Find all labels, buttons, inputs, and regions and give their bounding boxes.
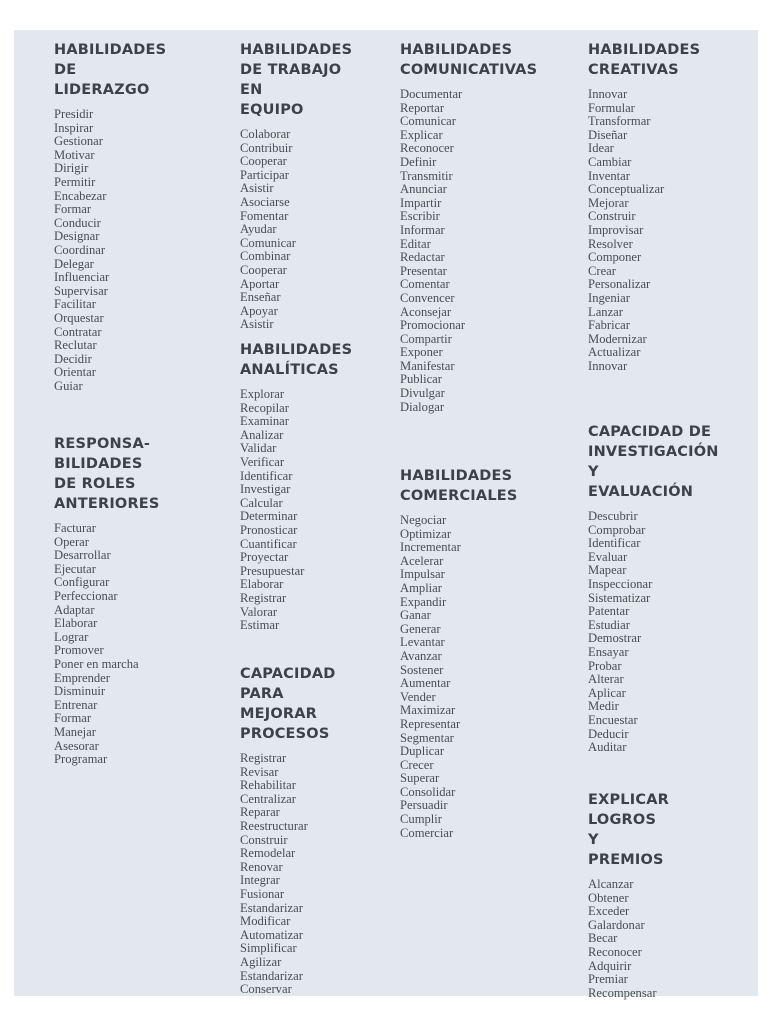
list-item: Simplificar (240, 941, 297, 956)
verb-list (54, 522, 160, 767)
list-item: Demostrar (588, 631, 642, 646)
list-item: Analizar (240, 427, 284, 442)
list-item: Compartir (400, 331, 452, 346)
list-item: Conceptualizar (588, 182, 665, 197)
list-item: Superar (400, 771, 440, 786)
skills-sheet (14, 30, 758, 1000)
section-commercial-skills (400, 466, 518, 840)
list-item: Comunicar (400, 114, 456, 129)
list-item: Aplicar (588, 685, 626, 700)
list-item: Becar (588, 931, 618, 946)
list-item: Manejar (54, 724, 96, 739)
list-item: Motivar (54, 147, 95, 162)
list-item: Auditar (588, 740, 627, 755)
list-item: Modificar (240, 914, 291, 929)
list-item: Ingeniar (588, 290, 630, 305)
section-previous-responsibilities (54, 434, 160, 767)
section-leadership-skills (54, 40, 166, 393)
list-item: Obtener (588, 890, 629, 905)
list-item: Exponer (400, 345, 443, 360)
list-item: Probar (588, 658, 622, 673)
list-item: Optimizar (400, 526, 452, 541)
list-item: Enseñar (240, 290, 281, 305)
list-item: Cuantificar (240, 536, 297, 551)
section-title: RESPONSA- BILIDADES DE ROLES ANTERIORES (54, 436, 160, 512)
list-item: Conducir (54, 215, 101, 230)
list-item: Integrar (240, 873, 280, 888)
list-item: Lograr (54, 629, 89, 644)
list-item: Alterar (588, 672, 624, 687)
list-item: Innovar (588, 358, 628, 373)
list-item: Verificar (240, 454, 285, 469)
list-item: Adquirir (588, 958, 632, 973)
section-title: HABILIDADES ANALÍTICAS (240, 342, 353, 378)
list-item: Patentar (588, 604, 630, 619)
section-achievements-awards (588, 790, 669, 1000)
section-title: CAPACIDAD PARA MEJORAR PROCESOS (240, 666, 336, 742)
list-item: Comprobar (588, 522, 646, 537)
list-item: Comentar (400, 277, 450, 292)
list-item: Impulsar (400, 567, 445, 582)
list-item: Definir (400, 154, 437, 169)
section-title: CAPACIDAD DE INVESTIGACIÓN Y EVALUACIÓN (588, 424, 719, 500)
list-item: Sistematizar (588, 590, 651, 605)
list-item: Transformar (588, 114, 651, 129)
list-item: Estimar (240, 618, 280, 633)
list-item: Fomentar (240, 208, 289, 223)
list-item: Idear (588, 141, 614, 156)
list-item: Generar (400, 621, 441, 636)
list-item: Perfeccionar (54, 588, 118, 603)
list-item: Inventar (588, 168, 630, 183)
list-item: Disminuir (54, 684, 106, 699)
verb-list (240, 388, 352, 633)
list-item: Remodelar (240, 846, 296, 861)
list-item: Crear (588, 263, 616, 278)
list-item: Colaborar (240, 127, 291, 141)
list-item: Ganar (400, 608, 431, 623)
list-item: Sostener (400, 662, 444, 677)
list-item: Levantar (400, 635, 445, 650)
list-item: Permitir (54, 174, 96, 189)
list-item: Conservar (240, 982, 292, 997)
section-title: HABILIDADES CREATIVAS (588, 42, 701, 78)
list-item: Maximizar (400, 703, 456, 718)
list-item: Registrar (240, 751, 287, 765)
list-item: Combinar (240, 249, 291, 264)
list-item: Registrar (240, 590, 287, 605)
list-item: Cooperar (240, 154, 287, 169)
list-item: Anunciar (400, 182, 447, 197)
list-item: Documentar (400, 87, 463, 101)
list-item: Ampliar (400, 580, 442, 595)
list-item: Rehabilitar (240, 778, 296, 793)
list-item: Estudiar (588, 617, 630, 632)
list-item: Transmitir (400, 168, 453, 183)
list-item: Cumplir (400, 812, 442, 827)
verb-list (240, 752, 336, 997)
verb-list (54, 108, 166, 393)
list-item: Automatizar (240, 927, 303, 942)
list-item: Fusionar (240, 886, 285, 901)
list-item: Orientar (54, 365, 96, 380)
list-item: Impartir (400, 195, 442, 210)
section-title: HABILIDADES COMUNICATIVAS (400, 42, 538, 78)
list-item: Incrementar (400, 540, 461, 555)
list-item: Segmentar (400, 730, 454, 745)
list-item: Poner en marcha (54, 656, 139, 671)
list-item: Avanzar (400, 648, 442, 663)
list-item: Explicar (400, 127, 443, 142)
list-item: Formar (54, 711, 92, 726)
list-item: Coordinar (54, 242, 106, 257)
list-item: Cambiar (588, 154, 632, 169)
section-title: HABILIDADES DE TRABAJO EN EQUIPO (240, 42, 353, 118)
list-item: Persuadir (400, 798, 448, 813)
list-item: Mapear (588, 563, 627, 578)
list-item: Revisar (240, 764, 279, 779)
list-item: Comerciar (400, 825, 454, 840)
list-item: Proyectar (240, 550, 289, 565)
list-item: Inspeccionar (588, 576, 653, 591)
list-item: Escribir (400, 209, 440, 224)
list-item: Emprender (54, 670, 110, 685)
list-item: Editar (400, 236, 431, 251)
list-item: Dialogar (400, 399, 445, 414)
list-item: Supervisar (54, 283, 108, 298)
list-item: Formular (588, 100, 635, 115)
list-item: Examinar (240, 414, 289, 429)
list-item: Mejorar (588, 195, 629, 210)
list-item: Asociarse (240, 194, 290, 209)
list-item: Galardonar (588, 917, 645, 932)
list-item: Reparar (240, 805, 280, 820)
list-item: Presidir (54, 107, 94, 121)
list-item: Renovar (240, 859, 283, 874)
list-item: Orquestar (54, 310, 104, 325)
list-item: Premiar (588, 972, 628, 987)
list-item: Calcular (240, 495, 283, 510)
list-item: Convencer (400, 290, 455, 305)
list-item: Cooperar (240, 262, 287, 277)
list-item: Deducir (588, 726, 629, 741)
list-item: Reconocer (588, 944, 642, 959)
list-item: Publicar (400, 372, 442, 387)
list-item: Formar (54, 202, 92, 217)
list-item: Promocionar (400, 318, 466, 333)
list-item: Promover (54, 643, 104, 658)
list-item: Comunicar (240, 235, 296, 250)
list-item: Facilitar (54, 297, 96, 312)
list-item: Vender (400, 689, 436, 704)
section-title: HABILIDADES COMERCIALES (400, 468, 518, 504)
list-item: Agilizar (240, 954, 282, 969)
list-item: Estandarizar (240, 968, 303, 983)
list-item: Acelerar (400, 553, 444, 568)
list-item: Desarrollar (54, 548, 111, 563)
list-item: Validar (240, 441, 277, 456)
list-item: Representar (400, 716, 461, 731)
section-research-evaluation (588, 422, 719, 755)
list-item: Diseñar (588, 127, 628, 142)
list-item: Estandarizar (240, 900, 303, 915)
list-item: Contratar (54, 324, 102, 339)
list-item: Investigar (240, 482, 291, 497)
verb-list (588, 88, 700, 373)
verb-list (400, 514, 518, 840)
list-item: Aconsejar (400, 304, 452, 319)
list-item: Ayudar (240, 222, 277, 237)
list-item: Ejecutar (54, 561, 96, 576)
section-process-improvement (240, 664, 336, 997)
list-item: Guiar (54, 378, 83, 393)
list-item: Inspirar (54, 120, 94, 135)
list-item: Dirigir (54, 161, 89, 176)
list-item: Innovar (588, 87, 628, 101)
section-creative-skills (588, 40, 700, 373)
list-item: Fabricar (588, 318, 630, 333)
list-item: Construir (240, 832, 288, 847)
list-item: Evaluar (588, 549, 628, 564)
verb-list (240, 128, 352, 332)
list-item: Configurar (54, 575, 110, 590)
list-item: Delegar (54, 256, 94, 271)
list-item: Presentar (400, 263, 447, 278)
list-item: Encabezar (54, 188, 107, 203)
list-item: Informar (400, 222, 445, 237)
list-item: Asistir (240, 317, 274, 332)
section-teamwork-skills (240, 40, 352, 332)
section-title: HABILIDADES DE LIDERAZGO (54, 42, 167, 98)
list-item: Reclutar (54, 338, 97, 353)
list-item: Lanzar (588, 304, 623, 319)
list-item: Divulgar (400, 386, 445, 401)
list-item: Aportar (240, 276, 280, 291)
list-item: Modernizar (588, 331, 647, 346)
list-item: Designar (54, 229, 100, 244)
list-item: Participar (240, 167, 289, 182)
verb-list (588, 878, 669, 1000)
verb-list (588, 510, 719, 755)
list-item: Programar (54, 752, 108, 767)
list-item: Influenciar (54, 270, 110, 285)
list-item: Apoyar (240, 303, 278, 318)
list-item: Redactar (400, 250, 445, 265)
list-item: Medir (588, 699, 619, 714)
section-communication-skills (400, 40, 537, 414)
list-item: Resolver (588, 236, 633, 251)
list-item: Consolidar (400, 784, 456, 799)
list-item: Exceder (588, 904, 630, 919)
list-item: Adaptar (54, 602, 95, 617)
section-analytical-skills (240, 340, 352, 633)
list-item: Identificar (240, 468, 293, 483)
list-item: Componer (588, 250, 642, 265)
list-item: Aumentar (400, 676, 451, 691)
list-item: Asistir (240, 181, 274, 196)
list-item: Negociar (400, 513, 447, 527)
list-item: Personalizar (588, 277, 651, 292)
list-item: Descubrir (588, 509, 638, 523)
list-item: Improvisar (588, 222, 644, 237)
list-item: Elaborar (240, 577, 284, 592)
list-item: Entrenar (54, 697, 98, 712)
section-title: EXPLICAR LOGROS Y PREMIOS (588, 792, 669, 868)
list-item: Facturar (54, 521, 96, 535)
list-item: Actualizar (588, 345, 641, 360)
list-item: Alcanzar (588, 877, 634, 891)
list-item: Gestionar (54, 134, 103, 149)
list-item: Reconocer (400, 141, 454, 156)
list-item: Presupuestar (240, 563, 305, 578)
list-item: Centralizar (240, 791, 296, 806)
list-item: Encuestar (588, 712, 638, 727)
list-item: Valorar (240, 604, 278, 619)
list-item: Contribuir (240, 140, 293, 155)
list-item: Crecer (400, 757, 434, 772)
list-item: Recopilar (240, 400, 289, 415)
list-item: Elaborar (54, 616, 98, 631)
list-item: Determinar (240, 509, 298, 524)
list-item: Construir (588, 209, 636, 224)
list-item: Recompensar (588, 985, 657, 1000)
list-item: Reestructurar (240, 818, 308, 833)
list-item: Duplicar (400, 744, 445, 759)
list-item: Pronosticar (240, 522, 298, 537)
list-item: Explorar (240, 387, 285, 401)
list-item: Ensayar (588, 644, 629, 659)
verb-list (400, 88, 537, 414)
list-item: Expandir (400, 594, 447, 609)
list-item: Asesorar (54, 738, 99, 753)
list-item: Reportar (400, 100, 445, 115)
list-item: Manifestar (400, 358, 455, 373)
list-item: Decidir (54, 351, 92, 366)
list-item: Operar (54, 534, 89, 549)
list-item: Identificar (588, 536, 641, 551)
